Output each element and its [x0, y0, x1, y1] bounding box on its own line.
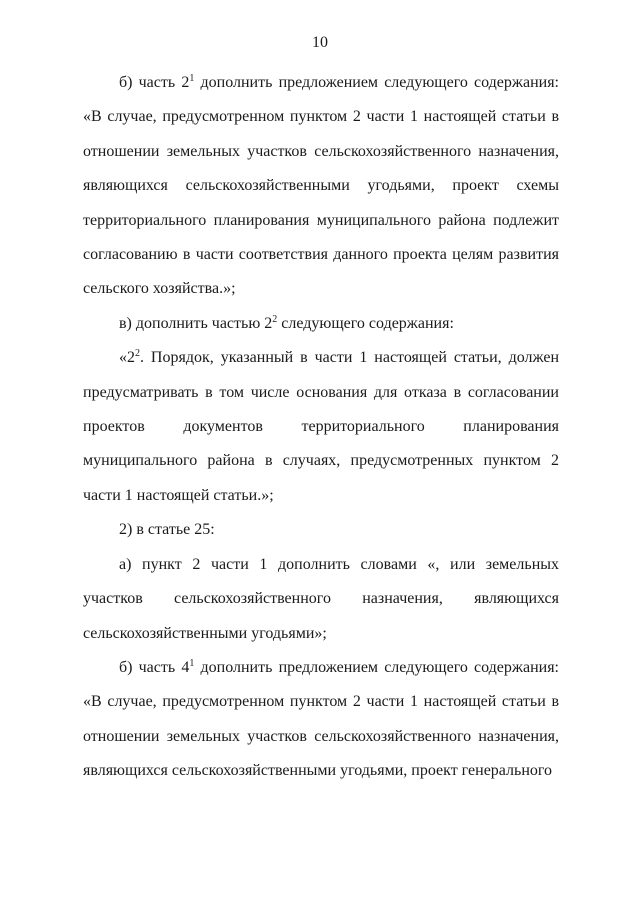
paragraph-b-part-4-1: б) часть $4^1$ дополнить предложением следующего содержания: «В случае, предусмотренном пунктом 2 части 1 настоящей статьи в отношении земельных участков сельскохозяйственного назначения, являющихся сельскохозяйственными угодьями, проект генерального [83, 657, 559, 780]
superscript: 2 [272, 313, 278, 325]
document-body [83, 66, 559, 789]
paragraph-article-25: 2) в статье 25: [119, 521, 215, 539]
paragraph-b-part-2-1: б) часть $2^1$ дополнить предложением следующего содержания: «В случае, предусмотренном пунктом 2 части 1 настоящей статьи в отношении земельных участков сельскохозяйственного назначения, являющихся сельскохозяйственными угодьями, проект схемы территориального планирования муниципального района подлежит согласованию в части соответствия данного проекта целям развития сельского хозяйства.»; [83, 73, 559, 298]
superscript: 2 [135, 348, 140, 360]
paragraph-2-2-order: «$2^2$. Порядок, указанный в части 1 настоящей статьи, должен предусматривать в том числе основания для отказа в согласовании проектов документов территориального планирования муниципального района в случаях, предусмотренных пунктом 2 части 1 настоящей статьи.»; [83, 348, 559, 504]
page-number: 10 [312, 34, 328, 51]
paragraph-v-part-2-2: в) дополнить частью $2^2$ следующего содержания: [119, 313, 454, 332]
paragraph-a-point-2: а) пункт 2 части 1 дополнить словами «, или земельных участков сельскохозяйственного назначения, являющихся сельскохозяйственными угодьями»; [83, 555, 559, 642]
superscript: 1 [189, 73, 195, 84]
superscript: 1 [189, 657, 195, 669]
